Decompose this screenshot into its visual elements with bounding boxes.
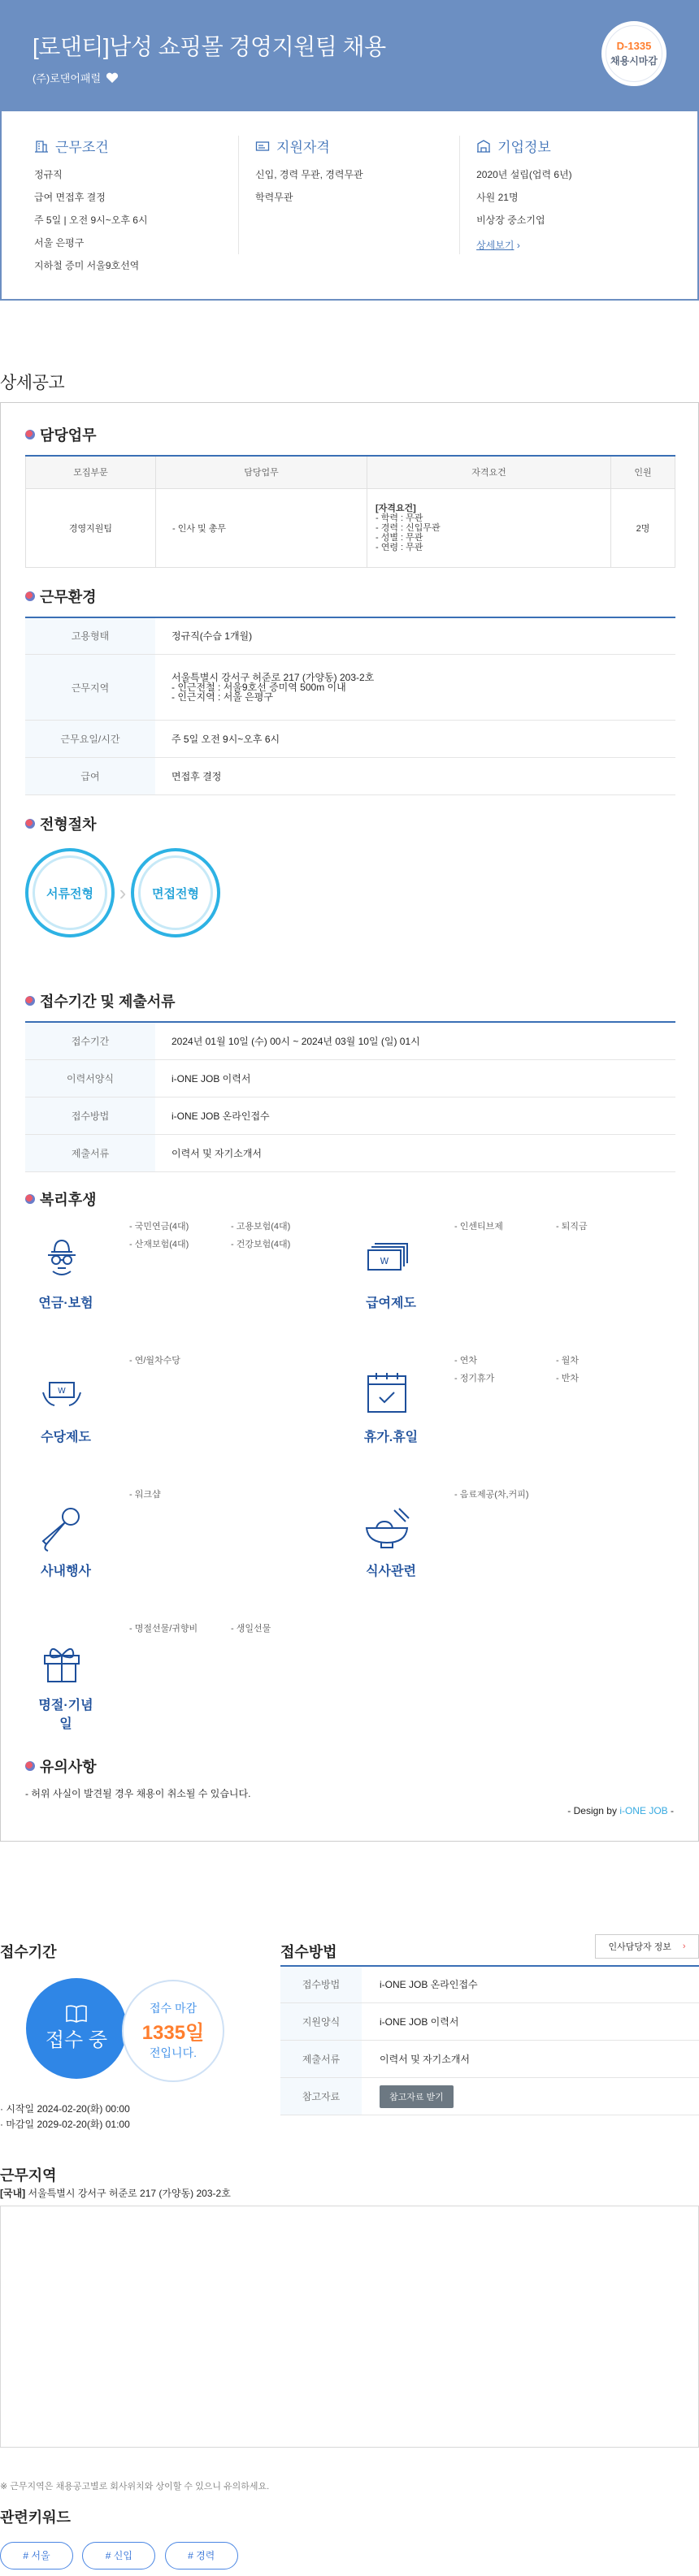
microphone-icon bbox=[37, 1502, 87, 1552]
keyword-tag[interactable]: # 서울 bbox=[0, 2542, 73, 2570]
process-step: 서류전형 bbox=[25, 848, 115, 937]
id-card-icon bbox=[255, 139, 270, 154]
application-table bbox=[25, 1021, 675, 1172]
heart-icon[interactable] bbox=[106, 72, 119, 84]
office-icon bbox=[476, 139, 491, 154]
method-heading: 접수방법 bbox=[280, 1943, 337, 1960]
count-cell: 2명 bbox=[611, 488, 675, 567]
period-heading: 접수기간 bbox=[0, 1943, 57, 1960]
table-row bbox=[26, 488, 675, 567]
condition-item: 서울 은평구 bbox=[34, 237, 85, 249]
table-row: 참고자료 참고자료 받기 bbox=[280, 2078, 699, 2115]
welfare-item: W 급여제도 - 인센티브제 - 퇴직금 bbox=[350, 1219, 675, 1353]
table-row: 제출서류 이력서 및 자기소개서 bbox=[25, 1134, 675, 1171]
notice-heading: 유의사항 bbox=[25, 1756, 674, 1777]
svg-text:W: W bbox=[58, 1386, 66, 1396]
process-steps bbox=[25, 844, 674, 942]
period-dates: · 시작일 2024-02-20(화) 00:00 · 마감일 2029-02-20(화) 01:00 bbox=[0, 2102, 130, 2130]
download-reference-button[interactable]: 참고자료 받기 bbox=[380, 2085, 454, 2108]
qualification-item: 학력무관 bbox=[255, 192, 293, 203]
company-name-row bbox=[33, 70, 119, 85]
bullet-icon bbox=[25, 591, 35, 601]
dday-count: D-1335 bbox=[616, 40, 652, 52]
notice-text: - 허위 사실이 발견될 경우 채용이 취소될 수 있습니다. bbox=[25, 1787, 251, 1799]
bullet-icon bbox=[25, 1194, 35, 1204]
building-icon bbox=[34, 139, 49, 154]
company-info-column bbox=[476, 136, 681, 254]
table-header: 자격요건 bbox=[367, 456, 611, 488]
dept-cell: 경영지원팀 bbox=[26, 488, 156, 567]
table-row: 접수방법 i-ONE JOB 온라인접수 bbox=[25, 1097, 675, 1134]
welfare-item: 연금·보험 - 국민연금(4대) - 고용보험(4대) - 산재보험(4대) - 건강보험(4대) bbox=[25, 1219, 350, 1353]
keywords-heading: 관련키워드 bbox=[0, 2509, 71, 2526]
environment-heading: 근무환경 bbox=[25, 586, 674, 607]
company-info-item: 사원 21명 bbox=[476, 192, 519, 203]
table-row: 고용형태 정규직(수습 1개월) bbox=[25, 617, 675, 655]
chevron-right-icon: › bbox=[682, 1941, 686, 1951]
days-left: 1335일 bbox=[141, 2022, 205, 2044]
conditions-column bbox=[34, 136, 239, 271]
task-cell: - 인사 및 총무 bbox=[156, 488, 367, 567]
method-panel bbox=[280, 1965, 699, 2116]
company-info-heading: 기업정보 bbox=[476, 136, 665, 156]
welfare-grid bbox=[25, 1219, 675, 1756]
period-panel bbox=[0, 1931, 244, 2130]
job-header bbox=[0, 0, 699, 111]
design-credit: - Design by i-ONE JOB - bbox=[567, 1804, 674, 1816]
summary-panel bbox=[0, 111, 699, 301]
table-row: 지원양식 i-ONE JOB 이력서 bbox=[280, 2003, 699, 2041]
condition-item: 급여 면접후 결정 bbox=[34, 192, 106, 203]
method-table bbox=[280, 1965, 699, 2116]
calendar-icon bbox=[362, 1368, 412, 1418]
table-row: 제출서류 이력서 및 자기소개서 bbox=[280, 2041, 699, 2078]
welfare-item: W 수당제도 - 연/월차수당 bbox=[25, 1353, 350, 1487]
hr-info-button[interactable]: 인사담당자 정보 › bbox=[595, 1934, 699, 1959]
status-text: 접수 중 bbox=[45, 2029, 108, 2051]
qualification-item: 신입, 경력 무관, 경력무관 bbox=[255, 169, 363, 180]
dday-badge bbox=[601, 21, 666, 86]
duties-table bbox=[25, 455, 675, 568]
book-icon bbox=[64, 2004, 89, 2024]
deadline-circle: 접수 마감 1335일 전입니다. bbox=[122, 1980, 224, 2082]
table-row: 접수기간 2024년 01월 10일 (수) 00시 ~ 2024년 03월 10일 (일) 01시 bbox=[25, 1022, 675, 1059]
welfare-item: 사내행사 - 워크샵 bbox=[25, 1487, 350, 1621]
qualifications-column bbox=[255, 136, 460, 254]
pension-icon bbox=[37, 1234, 87, 1284]
gift-icon bbox=[37, 1636, 87, 1686]
money-icon bbox=[362, 1234, 412, 1284]
welfare-heading: 복리후생 bbox=[25, 1188, 674, 1210]
chevron-right-icon: › bbox=[516, 240, 520, 251]
welfare-item: 명절·기념일 - 명절선물/귀향비 - 생일선물 bbox=[25, 1621, 350, 1756]
welfare-item: 휴가.휴일 - 연차 - 월차 - 정기휴가 - 반차 bbox=[350, 1353, 675, 1487]
application-heading: 접수기간 및 제출서류 bbox=[25, 990, 674, 1011]
bullet-icon bbox=[25, 819, 35, 829]
table-header: 담당업무 bbox=[156, 456, 367, 488]
keyword-tag[interactable]: # 경력 bbox=[165, 2542, 238, 2570]
bullet-icon bbox=[25, 430, 35, 439]
location-heading: 근무지역 bbox=[0, 2167, 57, 2184]
company-detail-link[interactable]: 상세보기 bbox=[476, 240, 514, 251]
map-area[interactable] bbox=[0, 2206, 699, 2448]
bullet-icon bbox=[25, 996, 35, 1006]
detail-section-title: 상세공고 bbox=[0, 374, 65, 392]
chevron-right-icon: › bbox=[119, 880, 127, 905]
conditions-heading: 근무조건 bbox=[34, 136, 222, 156]
qualifications-heading: 지원자격 bbox=[255, 136, 443, 156]
keyword-tag[interactable]: # 신입 bbox=[82, 2542, 155, 2570]
meal-icon bbox=[362, 1502, 412, 1552]
table-row: 급여 면접후 결정 bbox=[25, 758, 675, 795]
table-row: 이력서양식 i-ONE JOB 이력서 bbox=[25, 1059, 675, 1097]
detail-panel bbox=[0, 402, 699, 1842]
requirement-cell: [자격요건] - 학력 : 무관 - 경력 : 신입무관 - 성별 : 무관 - 연령 : 무관 bbox=[367, 488, 611, 567]
allowance-icon bbox=[37, 1368, 87, 1418]
bullet-icon bbox=[25, 1761, 35, 1771]
condition-item: 주 5일 | 오전 9시~오후 6시 bbox=[34, 214, 148, 226]
welfare-item: 식사관련 - 음료제공(차,커피) bbox=[350, 1487, 675, 1621]
process-heading: 전형절차 bbox=[25, 813, 674, 834]
table-row: 근무요일/시간 주 5일 오전 9시~오후 6시 bbox=[25, 721, 675, 758]
job-title: [로댄티]남성 쇼핑몰 경영지원팀 채용 bbox=[33, 34, 386, 59]
keyword-list bbox=[0, 2542, 245, 2570]
location-note: ※ 근무지역은 채용공고별로 회사위치와 상이할 수 있으니 유의하세요. bbox=[0, 2481, 270, 2492]
table-header: 인원 bbox=[611, 456, 675, 488]
keywords-section bbox=[0, 2506, 245, 2570]
table-row: 근무지역 서울특별시 강서구 허준로 217 (가양동) 203-2호 - 인근전철 : 서울9호선 증미역 500m 이내 - 인근지역 : 서울 은평구 bbox=[25, 655, 675, 721]
company-info-item: 2020년 설립(업력 6년) bbox=[476, 169, 572, 180]
company-info-item: 비상장 중소기업 bbox=[476, 214, 545, 226]
company-name[interactable]: (주)로댄어패럴 bbox=[33, 72, 102, 84]
status-circle bbox=[26, 1978, 127, 2079]
condition-item: 정규직 bbox=[34, 169, 63, 180]
table-header: 모집부문 bbox=[26, 456, 156, 488]
table-row: 접수방법 i-ONE JOB 온라인접수 bbox=[280, 1966, 699, 2003]
environment-table bbox=[25, 617, 675, 796]
dday-deadline: 채용시마감 bbox=[610, 55, 658, 67]
bottom-section bbox=[0, 1842, 699, 2540]
process-step: 면접전형 bbox=[131, 848, 220, 937]
svg-text:W: W bbox=[380, 1255, 389, 1266]
condition-item: 지하철 증미 서울9호선역 bbox=[34, 260, 140, 271]
duties-heading: 담당업무 bbox=[25, 424, 674, 445]
location-address: [국내] 서울특별시 강서구 허준로 217 (가양동) 203-2호 bbox=[0, 2187, 231, 2199]
